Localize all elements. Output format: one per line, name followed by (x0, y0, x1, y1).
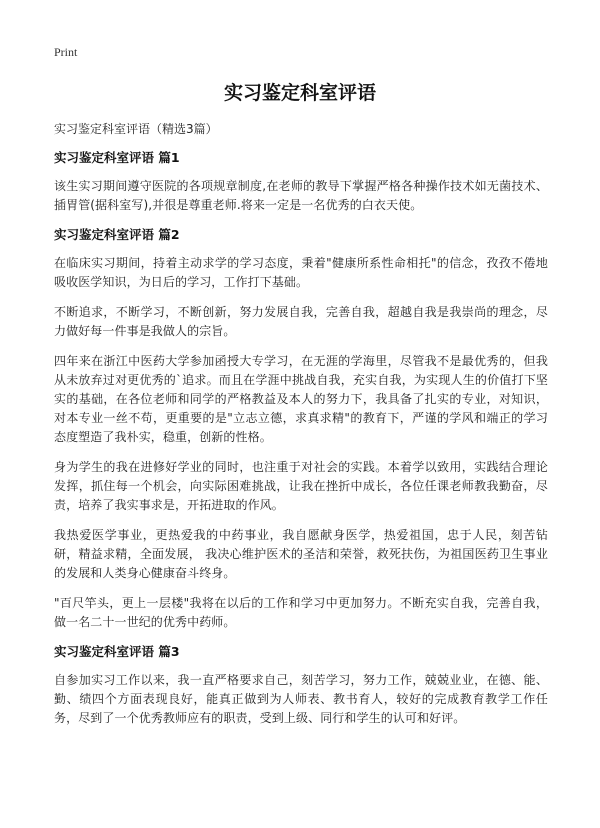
section-heading: 实习鉴定科室评语 篇2 (54, 227, 180, 242)
paragraph: 自参加实习工作以来，我一直严格要求自己，刻苦学习，努力工作，兢兢业业，在德、能、勤、绩四个方面表现良好，能真正做到为人师表、教书育人，较好的完成教育教学工作任务，尽到了一个优秀教师应有的职责，受到上级、同行和学生的认可和好评。 (54, 673, 548, 725)
page-title: 实习鉴定科室评语 (223, 82, 376, 104)
paragraph: 我热爱医学事业，更热爱我的中药事业，我自愿献身医学，热爱祖国，忠于人民，刻苦钻研，精益求精，全面发展， 我决心维护医术的圣洁和荣誉，救死扶伤，为祖国医药卫生事业的发展和人类身心健康奋斗终身。 (54, 528, 548, 580)
section-3 (54, 643, 548, 728)
paragraph: 不断追求，不断学习，不断创新，努力发展自我，完善自我，超越自我是我崇尚的理念，尽力做好每一件事是我做人的宗旨。 (54, 305, 548, 338)
paragraph: 该生实习期间遵守医院的各项规章制度,在老师的教导下掌握严格各种操作技术如无菌技术、插胃管(据科室写),并很是尊重老师.将来一定是一名优秀的白衣天使。 (54, 179, 548, 212)
print-label: Print (54, 45, 78, 59)
document-subtitle: 实习鉴定科室评语（精选3篇） (54, 122, 218, 136)
section-heading: 实习鉴定科室评语 篇1 (54, 150, 180, 165)
paragraph: "百尺竿头，更上一层楼"我将在以后的工作和学习中更加努力。不断充实自我，完善自我，做一名二十一世纪的优秀中药师。 (54, 596, 548, 629)
paragraph: 身为学生的我在进修好学业的同时，也注重于对社会的实践。本着学以致用，实践结合理论发挥，抓住每一个机会，向实际困难挑战，让我在挫折中成长，各位任课老师教我勤奋，尽责，培养了我实事求是，开拓进取的作风。 (54, 460, 548, 512)
paragraph: 在临床实习期间，持着主动求学的学习态度，秉着"健康所系性命相托"的信念，孜孜不倦地吸收医学知识，为日后的学习，工作打下基础。 (54, 256, 548, 289)
section-1 (54, 149, 548, 215)
section-heading: 实习鉴定科室评语 篇3 (54, 644, 180, 659)
paragraph: 四年来在浙江中医药大学参加函授大专学习，在无涯的学海里，尽管我不是最优秀的，但我从未放弃过对更优秀的`追求。而且在学涯中挑战自我，充实自我，为实现人生的价值打下坚实的基础，在各位老师和同学的严格教益及本人的努力下，我具备了扎实的专业，对知识，对本专业一丝不苟，更重要的是"立志立德，求真求精"的教育下，严谨的学风和端正的学习态度塑造了我朴实，稳重，创新的性格。 (54, 354, 548, 444)
section-2 (54, 226, 548, 632)
document-body (54, 120, 548, 739)
